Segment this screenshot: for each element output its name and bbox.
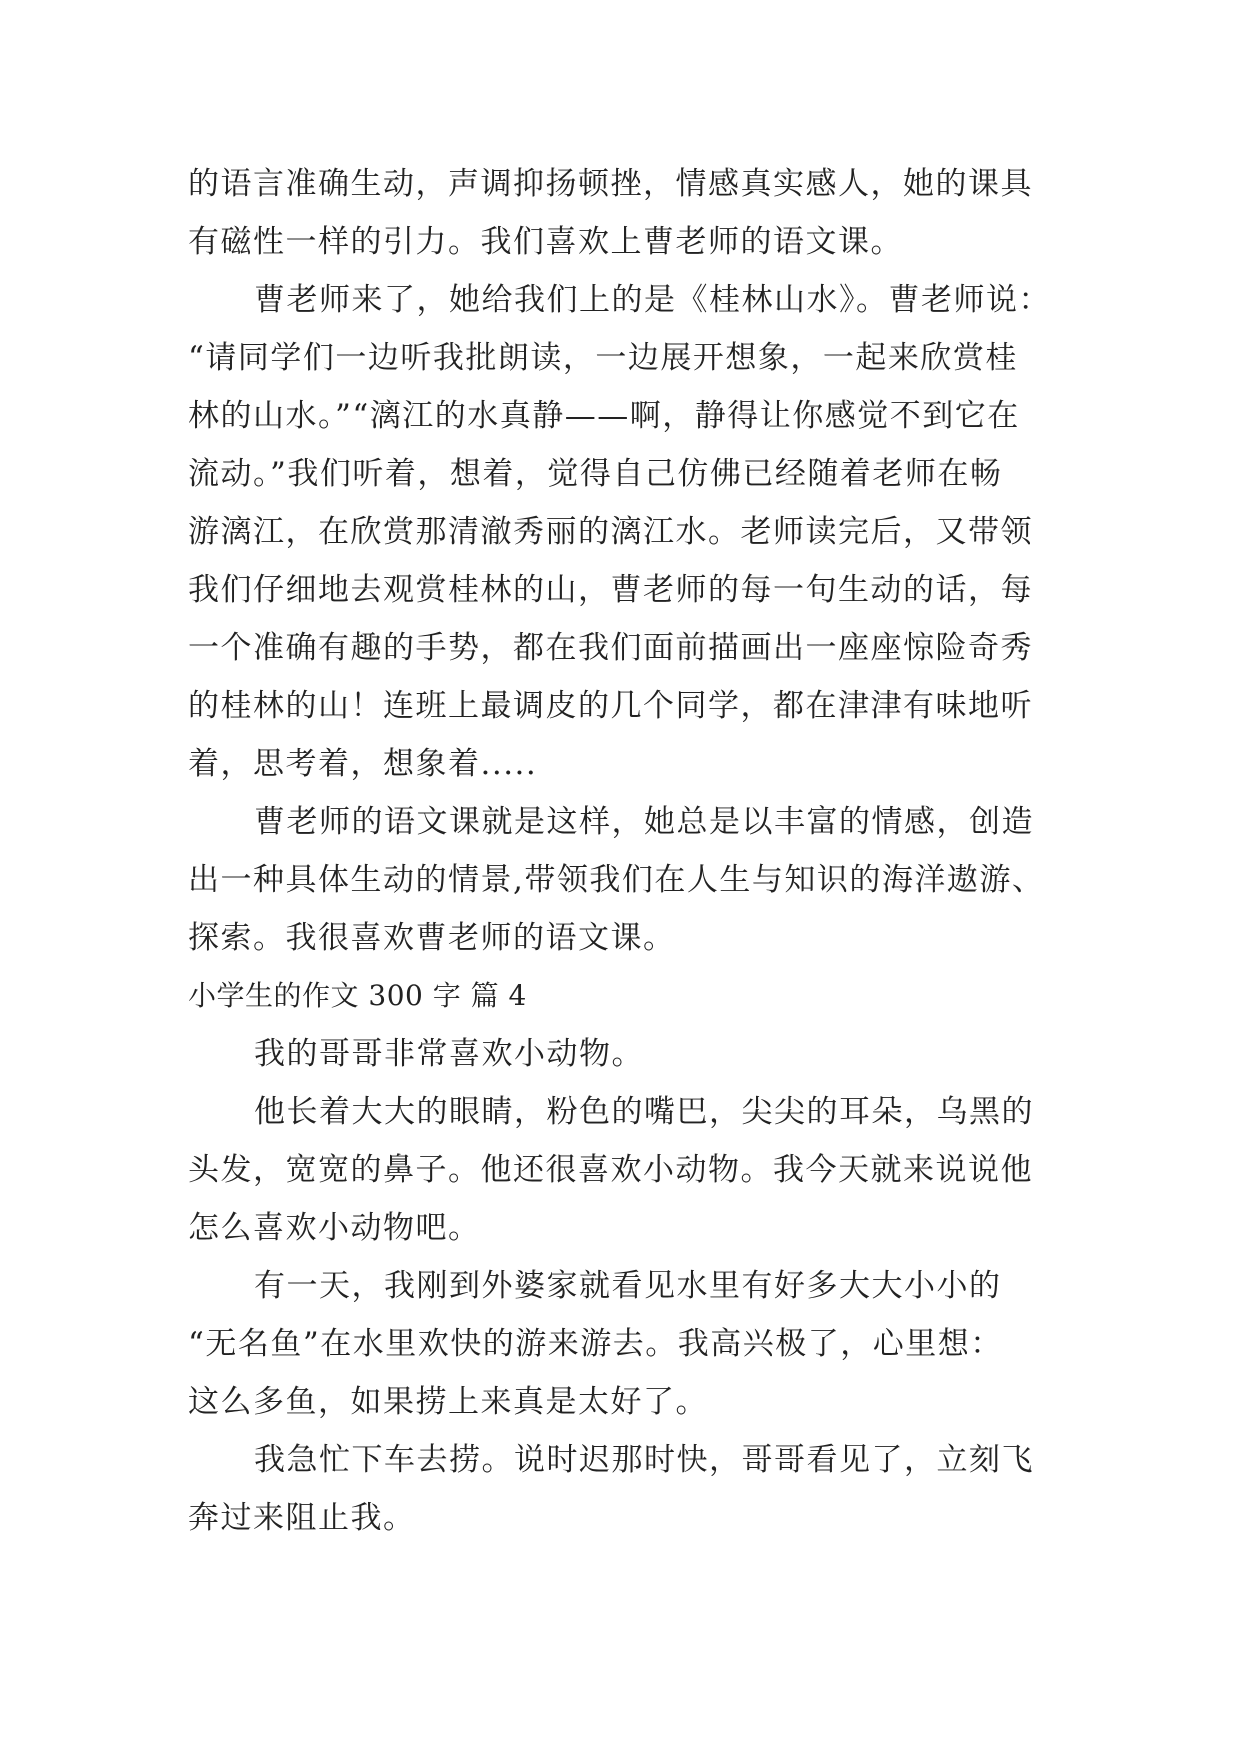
text-line: 流动。”我们听着，想着，觉得自己仿佛已经随着老师在畅 (188, 456, 1003, 492)
paragraph-first-line: 我急忙下车去捞。说时迟那时快，哥哥看见了，立刻飞 (254, 1442, 1034, 1478)
text-line: 一个准确有趣的手势，都在我们面前描画出一座座惊险奇秀 (188, 630, 1033, 666)
text-line: 这么多鱼，如果捞上来真是太好了。 (188, 1384, 708, 1420)
paragraph-first-line: 曹老师来了，她给我们上的是《桂林山水》。曹老师说： (254, 282, 1051, 318)
text-line: “无名鱼”在水里欢快的游来游去。我高兴极了，心里想： (188, 1326, 1003, 1362)
text-line: 探索。我很喜欢曹老师的语文课。 (188, 920, 676, 956)
text-line: 我们仔细地去观赏桂林的山，曹老师的每一句生动的话，每 (188, 572, 1033, 608)
paragraph-first-line: 有一天，我刚到外婆家就看见水里有好多大大小小的 (254, 1268, 1002, 1304)
text-line: 林的山水。”“漓江的水真静——啊，静得让你感觉不到它在 (188, 398, 1020, 434)
text-line: 游漓江，在欣赏那清澈秀丽的漓江水。老师读完后，又带领 (188, 514, 1033, 550)
paragraph-first-line: 曹老师的语文课就是这样，她总是以丰富的情感，创造 (254, 804, 1034, 840)
section-heading: 小学生的作文 300 字 篇 4 (188, 979, 527, 1012)
text-line: 的桂林的山！连班上最调皮的几个同学，都在津津有味地听 (188, 688, 1033, 724)
text-line: 着，思考着，想象着..... (188, 746, 538, 782)
text-line: 出一种具体生动的情景,带领我们在人生与知识的海洋遨游、 (188, 862, 1045, 898)
text-line: 头发，宽宽的鼻子。他还很喜欢小动物。我今天就来说说他 (188, 1152, 1033, 1188)
paragraph-first-line: 他长着大大的眼睛，粉色的嘴巴，尖尖的耳朵，乌黑的 (254, 1094, 1034, 1130)
text-line: 的语言准确生动，声调抑扬顿挫，情感真实感人，她的课具 (188, 166, 1033, 202)
text-line: “请同学们一边听我批朗读，一边展开想象，一起来欣赏桂 (188, 340, 1018, 376)
text-line: 怎么喜欢小动物吧。 (188, 1210, 481, 1246)
article-body (188, 155, 1058, 1547)
text-line: 有磁性一样的引力。我们喜欢上曹老师的语文课。 (188, 224, 903, 260)
paragraph-first-line: 我的哥哥非常喜欢小动物。 (254, 1036, 644, 1072)
text-line: 奔过来阻止我。 (188, 1500, 416, 1536)
